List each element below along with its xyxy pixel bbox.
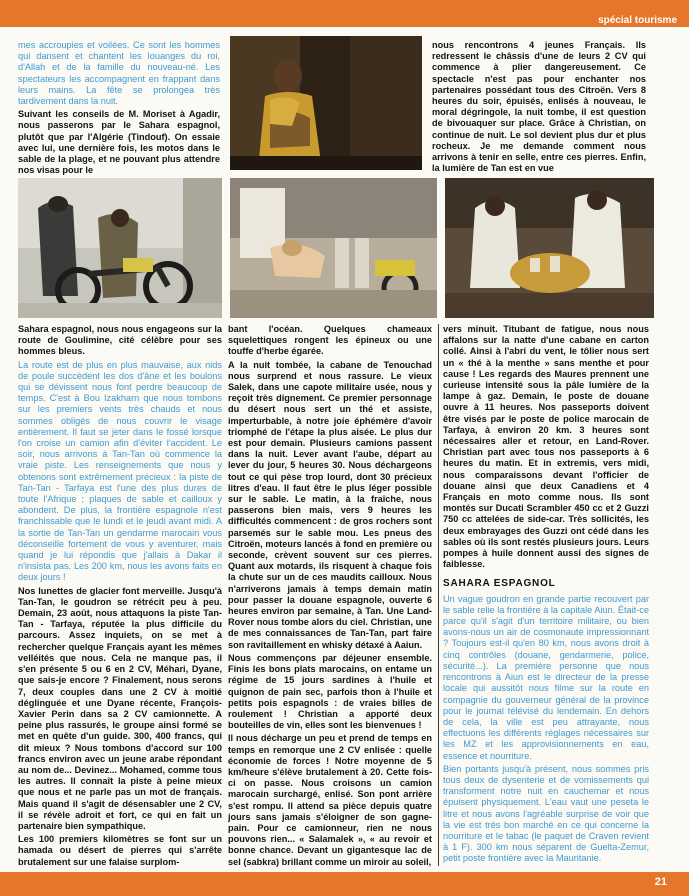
paragraph: La route est de plus en plus mauvaise, aux nids de poule succèdent les dos d'âne et les boulons qui se dévissent nous font perdre beaucoup de temps. C'est à Bou Izakharn que nous tombons sur les premiers vents très chauds et nous sommes obligés de nous couvrir le visage entièrement. Il faut se jeter dans le fossé lorsque l'on croise un camion afin d'éviter l'accident. Le soir, nous arrivons à Tan-Tan où commence la vraie piste. Les renseignements que nous y obtenons sont extrêmement précieux : la piste de Tan-Tan - Tarfaya est l'une des plus dures de toute l'Afrique ; plaques de sable et cailloux y abondent. De plus, la frontière espagnole n'est franchissable que le lundi et le jeudi avant midi. A la sortie de Tan-Tan un gendarme marocain vous déconseille fortement de vous y aventurer, mais quand je lui répondis que j'allais à Dakar il n'insista pas. Les 200 km, nous les avons faits en deux jours ! <box>18 359 222 583</box>
paragraph: A la nuit tombée, la cabane de Tenouchad nous surprend et nous rassure. Le vieux Salek, dans une capote militaire usée, nous y reçoit très dignement. Ce premier personnage du désert nous sert un thé et assiste, imperturbable, à notre joie éphémère d'avoir triomphé de l'étape la plus aisée. Le plus dur est pour demain. Plusieurs camions passent dans la nuit. Lever avant l'aube, départ au lever du jour, 5 heures 30. Nous déchargeons tout ce qui pèse trop lourd, dont 30 précieux litres d'eau. Il faut être le plus léger possible sur le sable. Le matin, à la fraîche, nous passerons bien mais, vers 9 heures les difficultés commencent : de gros rochers sont parsemés sur le sable mou. Les pneus des Citroën, moteurs lancés à fond en première ou seconde, crèvent souvent sur ces pierres. Quant aux motards, ils risquent à chaque fois la chute sur un de ces maudits cailloux. Nous n'arriverons jamais à temps demain matin pour passer la douane espagnole, ouverte 6 heures environ par semaine, à Tan. Une Land-Rover nous tombe alors du ciel. Christian, une de mes connaissances de Tan-Tan, part faire son ravitaillement en whisky détaxé à Aaiun. <box>228 359 432 650</box>
text-column-3 <box>443 324 649 870</box>
paragraph: Bien portants jusqu'à présent, nous sommes pris tous deux de dysenterie et de vomissements qui transforment notre nuit en cauchemar et nous épuisent physiquement. L'eau vaut une peseta le litre et nous avons l'agréable surprise de voir que la vie est très bon marché en ce qui concerne la nourriture et le tabac (le paquet de Craven revient à 1 F). 300 km nous séparent de Guelta-Zemur, petit poste frontière avec la Mauritanie. <box>443 763 649 864</box>
section-label: spécial tourisme <box>598 15 677 26</box>
paragraph: Nos lunettes de glacier font merveille. Jusqu'à Tan-Tan, le goudron se rétrécit peu à peu. Demain, 23 août, nous attaquons la piste Tan-Tan - Tarfaya, réputée la plus difficile du parcours. Assez inquiets, on se met à rechercher quelque Français ayant les mêmes velléités que nous. Cela ne manque pas, il s'en présente 5 ou 6 en 2 CV, Méhari, Dyane, que sais-je encore ? Finalement, nous serons 7, deux couples dans une 2 CV à moitié déglinguée et une Dyane récente, François-Xavier Perin dans sa 2 CV camionnette. A peine plus rassurés, le groupe ainsi formé se met en quête d'un guide. 300, 400 francs, qui dit mieux ? Nous tombons d'accord sur 100 francs environ avec un jeune arabe répondant au nom de... Devinez... Mohamed, comme tous les autres. Il connaît la piste à peine mieux que nous et ne parle pas un mot de français. Mais quand il s'agit de désensabler une 2 CV, il se révèle adroit et fort, ce qui en fait un partenaire bien sympathique. <box>18 585 222 831</box>
section-heading: SAHARA ESPAGNOL <box>443 578 556 590</box>
header-bar <box>0 0 689 27</box>
paragraph: Sahara espagnol, nous nous engageons sur la route de Goulimine, cité célèbre pour ses hommes bleus. <box>18 324 222 357</box>
paragraph: bant l'océan. Quelques chameaux squelettiques rongent les épineux ou une touffe d'herbe égarée. <box>228 324 432 357</box>
paragraph: nous rencontrons 4 jeunes Français. Ils redressent le châssis d'une de leurs 2 CV qui commence à plier dangereusement. Ce spectacle n'est pas pour enchanter nos partenaires possédant tous des Citroën. Vers 8 heures du soir, épuisés, enlisés à nouveau, le moral dégringole, la nuit tombe, il est question de bivouaquer sur place. Grâce à Christian, on continue de nuit. Le sol devient plus dur et plus rocheux. Je me demande comment nous arrivons à tenir en selle, entre ces pierres. Enfin, la lumière de Tan est en vue <box>432 40 646 174</box>
photo-washing-by-well <box>230 178 437 318</box>
paragraph: Les 100 premiers kilomètres se font sur un hamada ou désert de pierres qui s'arrête brutalement sur une falaise surplom- <box>18 834 222 867</box>
photo-woman-with-baby <box>230 36 422 170</box>
paragraph: Un vague goudron en grande partie recouvert par le sable relie la frontière à la capitale Aiun. Était-ce parce qu'il s'agit d'un territoire militaire, ou bien avons-nous un air de cosmonaute impressionnant ? Toujours est-il qu'en 80 km, nous avons droit à cinq contrôles (douane, gendarmerie, police, sécurité...). La première personne que nous rencontrons à Aiun est le directeur de la presse locale qui aussitôt nous filme sur la route en compagnie du gouverneur général de la province pour le journal télévisé du lendemain. En dehors de cela, la ville est peu attrayante, nous effectuons les différents réglages nécessaires sur les MZ et les approvisionnements en eau, essence et nourriture. <box>443 593 649 761</box>
paragraph: vers minuit. Titubant de fatigue, nous nous affalons sur la natte d'une cabane en carton collé. Ainsi à l'abri du vent, le tôlier nous sert un « thé à la menthe » sans menthe et pour cause ! Les regards des Maures prennent une curieuse intensité sous la pâle lumière de la lampe à gaz. Demain, le poste de douane ouvre à 11 heures. Nos passeports doivent être visés par le poste de police marocain de Tarfaya, à environ 20 km. 3 heures sont nécessaires aller et retour, en Land-Rover. Christian part avec tous nos passeports à 6 heures du matin. Et in extremis, vers midi, nous comparaissons devant l'officier de douane ainsi que deux Canadiens et 4 Français en moto comme nous. Ils sont montés sur Ducati Scrambler 450 cc et 2 Guzzi 750 cc attelées de side-car. Très sollicités, les deux embrayages des Guzzi ont cédé dans les sables où ils sont restés plusieurs jours. Leurs pompes à huile donnent aussi des signes de faiblesse. <box>443 324 649 570</box>
column-divider <box>438 324 439 866</box>
page-number: 21 <box>654 876 667 888</box>
photo-men-with-motorcycle <box>18 178 222 318</box>
paragraph: mes accroupies et voilées. Ce sont les hommes qui dansent et chantent les louanges du roi, d'Allah et de la famille du nouveau-né. Les spectateurs les accompagnent en frappant dans leurs mains. La fête se prolongea très tardivement dans la nuit. <box>18 40 220 107</box>
paragraph: Suivant les conseils de M. Moriset à Agadir, nous passerons par le Sahara espagnol, plutôt que par l'Algérie (Tindouf). On essaie avec lui, une dernière fois, les motos dans le sable de la plage, et ne pouvant plus attendre nos visas pour le <box>18 109 220 176</box>
photo-men-drinking-tea <box>445 178 654 318</box>
text-column-2 <box>228 324 432 870</box>
paragraph: Il nous décharge un peu et prend de temps en temps en remorque une 2 CV enlisée : quelle économie de forces ! Notre moyenne de 5 km/heure s'élève brutalement à 20. Cette fois-ci on passe. Nous croisons un camion marocain surchargé, enlisé. Son pont arrière s'est rompu. Il attend sa pièce depuis quatre jours sans jamais s'éloigner de son gagne-pain. Pour ce camionneur, rien ne nous pouvons rien... « Salamalek », « au revoir et bonne chance. Devant un gigantesque lac de sel (sabkra) brillant comme un miroir au soleil, <box>228 733 432 867</box>
paragraph: Nous commençons par déjeuner ensemble. Finis les bons plats marocains, on entame un régime de 15 jours sardines à l'huile et quignon de pain sec, parfois thon à l'huile et petits pois espagnols : de vraies billes de roulement ! Christian a apporté deux bouteilles de vin, elles sont les bienvenues ! <box>228 652 432 731</box>
footer-bar <box>0 872 689 896</box>
text-block-top-left <box>18 40 220 197</box>
text-column-1 <box>18 324 222 870</box>
text-block-top-right <box>432 40 646 175</box>
